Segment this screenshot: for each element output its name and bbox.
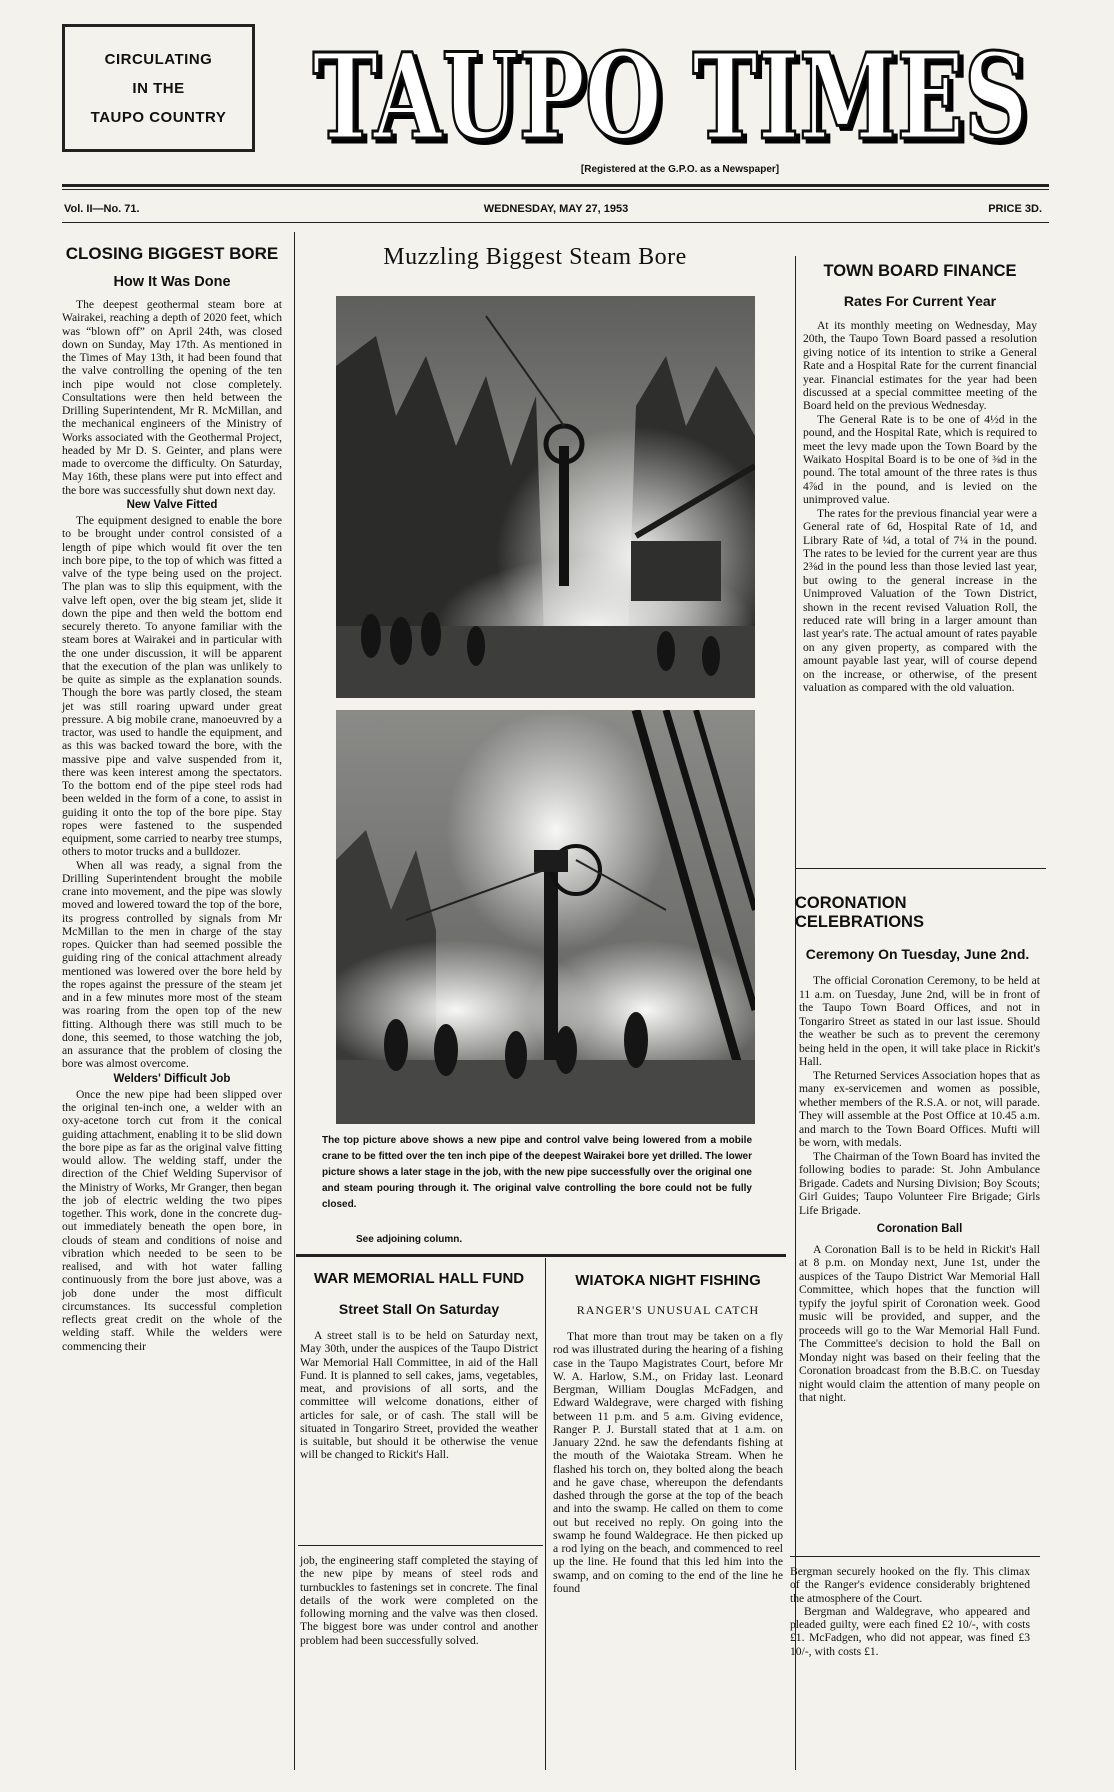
- bore-sub-valve: New Valve Fitted: [126, 498, 218, 511]
- circulating-line-1: CIRCULATING: [104, 50, 213, 68]
- finance-subheading: Rates For Current Year: [843, 293, 997, 309]
- coronation-para-4: A Coronation Ball is to be held in Rickit's Hall at 8 p.m. on Monday next, June 1st, under the auspices of the Taupo District War Memorial Hall Committee, which hopes that the function will typify the joyful spirit of Coronation week. Good music will be provided, and supper, and the proceeds will go to the War Memorial Hall Fund. The Committee's decision to hold the Ball on Monday night was based on their feeling that the Coronation broadcast from the B.B.C. on Tuesday night would claim the attention of many people on that night.: [799, 1242, 1040, 1404]
- fishing-article: [553, 1272, 783, 1595]
- masthead-rule-thin: [62, 189, 1049, 190]
- dateline-rule: [62, 222, 1049, 223]
- issue-date: WEDNESDAY, MAY 27, 1953: [483, 203, 629, 215]
- warmemorial-para-1: A street stall is to be held on Saturday next, May 30th, under the auspices of the Taupo District War Memorial Hall Committee, in aid of the Hall Fund. It is planned to sell cakes, jams, vegetables, meat, and provisions of all sorts, and the committee will welcome donations, either of articles for sale, or of cash. The stall will be situated in Tongariro Street, provided the weather is suitable, but should it be otherwise the venue will be changed to Rickit's Hall.: [300, 1329, 538, 1462]
- masthead-title-text: TAUPO TIMES: [312, 27, 1028, 160]
- bore-para-3: When all was ready, a signal from the Drilling Superintendent brought the mobile crane into movement, and the pipe was slowly moved and lowered toward the top of the bore, its progress controlled by signals from Mr McMillan to the men in charge of the stay ropes. Quicker than had seemed possible the guiding ring of the conical attachment already mentioned was lowered over the bore held by the ropes against the pressure of the steam jet and in a few minutes more most of the steam was roaring from the open top of the new fitting. Although there was still much to be done, this seemed, to those watching the job, an assurance that the problem of closing the bore was almost overcome.: [62, 858, 282, 1071]
- circulating-line-2: IN THE: [132, 79, 185, 97]
- price: PRICE 3D.: [988, 203, 1042, 215]
- fishing-continued: [790, 1565, 1030, 1658]
- warmemorial-subheading: Street Stall On Saturday: [338, 1301, 500, 1317]
- fishing-para-1: That more than trout may be taken on a fly rod was illustrated during the hearing of a fishing case in the Taupo Magistrates Court, before Mr W. A. Harlow, S.M., on Friday last. Leonard Bergman, William Douglas McFadgen, and Edward Waldegrave, were charged with fishing between 11 p.m. and 5 a.m. Giving evidence, Ranger P. J. Burstall stated that at 1 a.m. on January 22nd. he saw the defendants fishing at the mouth of the Waiotaka Stream. When he flashed his torch on, they bolted along the beach and he gave chase, whereupon the defendants dashed through the gorse at the top of the beach and into the swamp. He called on them to come out but received no reply. On going into the swamp he found Waldegrace. He then picked up a rod lying on the beach, and commenced to reel up the line. He found that this led him into the swamp, and on coming to the end of the line he found: [553, 1330, 783, 1595]
- bore-continued-para: job, the engineering staff completed the staying of the new pipe by means of steel rods and turnbuckles to fastenings set in concrete. The final details of the work were completed on the following morning and the valve was then closed. The biggest bore was under control and another problem had been successfully solved.: [300, 1554, 538, 1647]
- coronation-article: [795, 894, 1040, 1405]
- fishing-heading: WIATOKA NIGHT FISHING: [575, 1272, 761, 1289]
- coronation-heading: CORONATION CELEBRATIONS: [795, 894, 924, 931]
- masthead-rule-top: [62, 184, 1049, 187]
- fishing-continued-rule: [790, 1556, 1040, 1557]
- bore-article: [62, 244, 282, 1353]
- bore-continued: [300, 1554, 538, 1647]
- photo-crane-lowering-pipe: [336, 296, 755, 698]
- finance-para-3: The rates for the previous financial year were a General rate of 6d, Hospital Rate of 1d, and Library Rate of ¼d, a total of 7¼ in the pound. The rates to be levied for the current year are thus 2⅜d in the pound less than those levied last year, but owing to the general increase in the Unimproved Valuation of the Town District, shown in the recent revised Valuation Roll, the reduced rate will bring in a larger amount than last year's rate. The actual amount of rates payable on any given property, as compared with the amount payable last year, will of course depend on the increase, or otherwise, of the present valuation as compared with the old valuation.: [803, 506, 1037, 694]
- finance-para-1: At its monthly meeting on Wednesday, May 20th, the Taupo Town Board passed a resolution giving notice of its intention to strike a General Rate and a Hospital Rate for the current financial year. Financial estimates for the year had been discussed at a special committee meeting of the Board held on the previous Wednesday.: [803, 319, 1037, 413]
- lower-section-rule: [296, 1254, 786, 1257]
- volume-number: Vol. II—No. 71.: [64, 203, 140, 215]
- fishing-continued-para-2: Bergman and Waldegrave, who appeared and pleaded guilty, were each fined £2 10/-, with costs £1. McFadgen, who did not appear, was fined £3 10/-, with costs £1.: [790, 1604, 1030, 1658]
- registered-note: [Registered at the G.P.O. as a Newspaper]: [580, 164, 780, 175]
- bore-sub-welders: Welders' Difficult Job: [113, 1072, 231, 1085]
- warmemorial-end-rule: [298, 1545, 543, 1546]
- fishing-continued-para-1: Bergman securely hooked on the fly. This climax of the Ranger's evidence considerably brightened the atmosphere of the Court.: [790, 1565, 1030, 1605]
- photo-caption: The top picture above shows a new pipe and control valve being lowered from a mobile crane to be fitted over the ten inch pipe of the deepest Wairakei bore yet drilled. The lower picture shows a later stage in the job, with the new pipe successfully over the original one and steam pouring through it. The original valve controlling the bore could not be fully closed.: [322, 1135, 752, 1210]
- coronation-para-2: The Returned Services Association hopes that as many ex-servicemen and women as possible, whether members of the R.S.A. or not, will parade. They will assemble at the Post Office at 10.45 a.m. and march to the Town Board Offices. Mufti will be worn, with medals.: [799, 1068, 1040, 1149]
- column-rule-1: [294, 232, 295, 1770]
- coronation-para-3: The Chairman of the Town Board has invited the following bodies to parade: St. John Ambulance Brigade. Cadets and Nursing Division; Boy Scouts; Girl Guides; Taupo Volunteer Fire Brigade; Girls Life Brigade.: [799, 1149, 1040, 1217]
- coronation-para-1: The official Coronation Ceremony, to be held at 11 a.m. on Tuesday, June 2nd, will be in front of the Taupo Town Board Offices, and not in Tongariro Street as stated in our last issue. Should the weather be such as to prevent the ceremony being held in the open, it will take place in Rickit's Hall.: [799, 974, 1040, 1068]
- fishing-subheading: RANGER'S UNUSUAL CATCH: [576, 1303, 760, 1317]
- finance-end-rule: [796, 868, 1046, 869]
- masthead-title: [300, 20, 1040, 160]
- warmemorial-article: [300, 1270, 538, 1462]
- bore-para-2: The equipment designed to enable the bore to be brought under control consisted of a length of pipe which would fit over the ten inch bore pipe, to the top of which was fitted a valve of the type being used on the project. The plan was to slip this equipment, with the valve left open, over the big steam jet, slide it down the pipe and then weld the bottom end securely thereto. To anyone familiar with the steam bores at Wairakei and in particular with the one under discussion, it will be apparent that the execution of the plan was unlikely to be quite as simple as the explanation sounds. Though the bore was partly closed, the steam jet was still roaring upward under great pressure. A big mobile crane, manoeuvred by a tractor, was used to handle the equipment, and as this was backed toward the bore, with the massive pipe and valve suspended from it, there was keen interest among the spectators. To the bottom end of the pipe steel rods had been welded in the form of a cone, to assist in guiding it onto the top of the bore pipe. Stay ropes were fastened to the suspended equipment, some carried to nearby tree stumps, others to motor trucks and a bulldozer.: [62, 514, 282, 859]
- bore-para-1: The deepest geothermal steam bore at Wairakei, reaching a depth of 2020 feet, which was “blown off” on April 24th, was closed down on Sunday, May 17th. As mentioned in the Times of May 13th, it had been found that the valve controlling the opening of the ten inch pipe would not close completely. Consultations were then held between the Drilling Superintendent, Mr R. McMillan, and the mechanical engineers of the Ministry of Works associated with the Geothermal Project, headed by Mr D. S. Geinter, and plans were made to overcome the difficulty. On Saturday, May 16th, these plans were put into effect and the bore was successfully shut down next day.: [62, 298, 282, 497]
- finance-heading: TOWN BOARD FINANCE: [823, 262, 1017, 280]
- circulating-box: [62, 24, 255, 152]
- finance-article: [803, 262, 1037, 694]
- bore-subheading: How It Was Done: [113, 274, 231, 290]
- photo-caption-see: See adjoining column.: [356, 1234, 463, 1245]
- muzzling-heading: Muzzling Biggest Steam Bore: [383, 244, 687, 270]
- coronation-sub-ball: Coronation Ball: [876, 1223, 963, 1235]
- finance-para-2: The General Rate is to be one of 4½d in the pound, and the Hospital Rate, which is required to meet the levy made upon the Town Board by the Waikato Hospital Board is to be one of ⅜d in the pound. The total amount of the three rates is thus 4⅞d in the pound, and is levied on the unimproved value.: [803, 412, 1037, 507]
- circulating-line-3: TAUPO COUNTRY: [90, 108, 227, 126]
- warmemorial-heading: WAR MEMORIAL HALL FUND: [313, 1270, 525, 1287]
- bore-para-4: Once the new pipe had been slipped over the original ten-inch one, a welder with an oxy-acetone torch cut from it the conical guiding attachment, enabling it to be slid down the bore pipe as far as the original valve fitting would allow. The welding staff, under the direction of the Chief Welding Supervisor of the Ministry of Works, Mr Granger, then began the job of electric welding the two pipes together. This work, done in the concrete dug-out immediately beneath the open bore, in clouds of steam and conditions of noise and vibration which needed to be seen to be realised, and with hot water falling continuously from the bore just above, was a job done under the most difficult circumstances. Its successful completion reflects great credit on the whole of the welding staff. While the welders were commencing their: [62, 1087, 282, 1353]
- lower-column-rule: [545, 1258, 546, 1770]
- bore-heading: CLOSING BIGGEST BORE: [65, 244, 279, 263]
- photo-steam-through-new-pipe: [336, 710, 755, 1124]
- coronation-subheading: Ceremony On Tuesday, June 2nd.: [805, 946, 1030, 962]
